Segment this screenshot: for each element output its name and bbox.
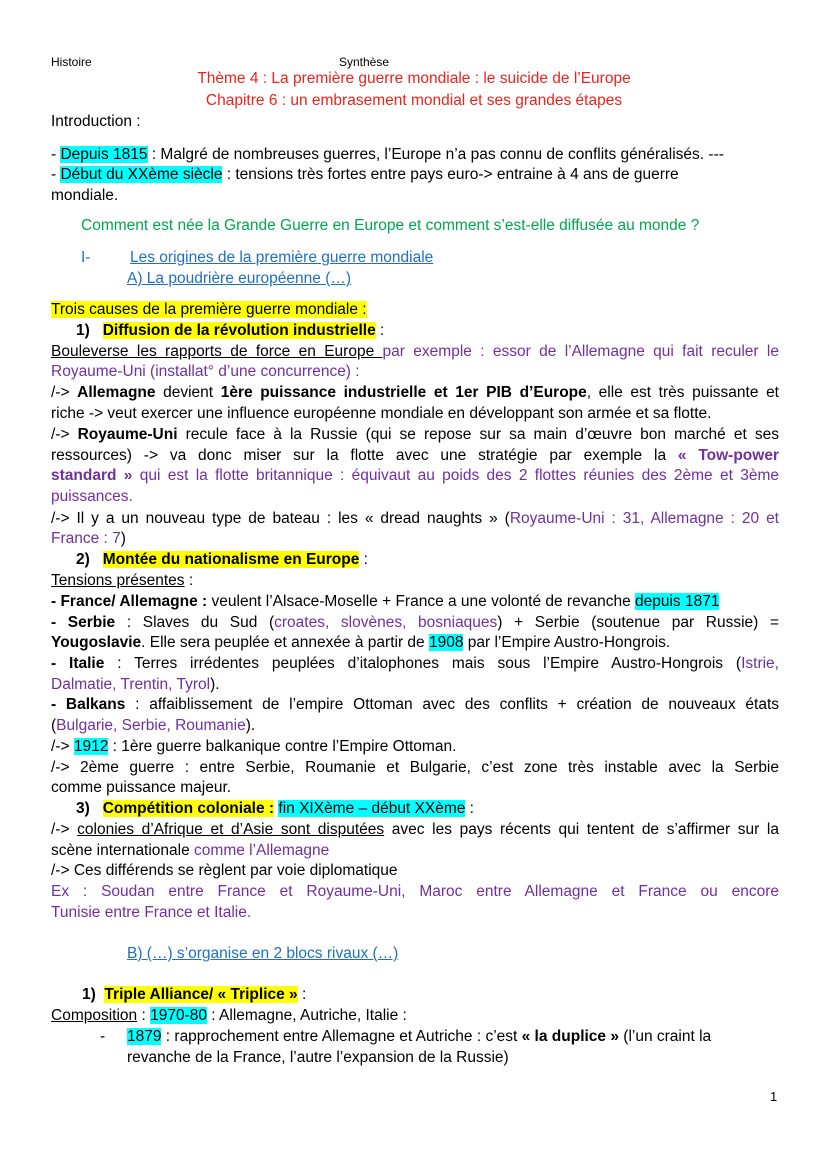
bold: - France/ Allemagne : <box>51 593 208 610</box>
serbia-line <box>51 613 779 632</box>
num: 2) <box>76 551 90 568</box>
dash: - <box>51 146 61 163</box>
subsection-b-title: B) (…) s’organise en 2 blocs rivaux (…) <box>127 945 399 962</box>
balkans-line <box>51 695 779 714</box>
text: : affaiblissement de l’empire Ottoman avec des conflits + création de nouveaux états <box>125 696 780 713</box>
dash: - <box>51 166 61 183</box>
intro-heading: Introduction : <box>51 113 141 130</box>
intro-line-3: mondiale. <box>51 187 119 204</box>
intro-line-1 <box>51 145 724 164</box>
text: ( <box>51 717 57 734</box>
date-highlight: 1908 <box>428 634 464 651</box>
cause-2-heading <box>76 550 368 569</box>
bold: « la duplice » <box>521 1028 619 1045</box>
text: veulent l’Alsace-Moselle + France a une volonté de revanche <box>207 593 635 610</box>
text: : rapprochement entre Allemagne et Autriche : c’est <box>161 1028 522 1045</box>
subsection-a-title: A) La poudrière européenne (…) <box>127 270 352 287</box>
colon: : <box>375 322 385 339</box>
bold-purple: standard » <box>51 467 133 484</box>
text: avec les pays récents qui tentent de s’affirmer sur la <box>384 821 779 838</box>
intro-line-2 <box>51 165 679 184</box>
problem-question: Comment est née la Grande Guerre en Europe et comment s’est-elle diffusée au monde ? <box>81 217 700 234</box>
text: ressources) -> va donc miser sur la flotte avec une stratégie par exemple la <box>51 447 678 464</box>
cause-1-line-5 <box>51 425 779 444</box>
highlight: Compétition coloniale : <box>102 800 275 817</box>
text: : tensions très fortes entre pays euro-> entraine à 4 ans de guerre <box>222 166 679 183</box>
text: scène internationale <box>51 842 195 859</box>
num: 3) <box>76 800 90 817</box>
balkan-war-2-line: /-> 2ème guerre : entre Serbie, Roumanie et Bulgarie, c’est zone très instable avec la Serbie <box>51 759 779 776</box>
bold: - Serbie <box>51 614 116 631</box>
colon: : <box>184 572 194 589</box>
colon: : <box>137 1007 151 1024</box>
purple: Bulgarie, Serbie, Roumanie <box>56 717 246 734</box>
text: Bouleverse les rapports de force en Europe <box>51 343 383 360</box>
bold: 1ère puissance industrielle et 1er PIB d’Europe <box>220 384 587 401</box>
cause-1-line-1 <box>51 342 779 361</box>
cause-1-line-9 <box>51 509 779 528</box>
france-germany-line <box>51 592 719 611</box>
cause-3-line-3: /-> Ces différends se règlent par voie diplomatique <box>51 862 398 879</box>
duplice-line-2: revanche de la France, l’autre l’expansion de la Russie) <box>127 1049 509 1066</box>
text: , elle est très puissante et <box>586 384 779 401</box>
colon: : <box>297 986 307 1003</box>
bold: - Balkans <box>51 696 126 713</box>
text: devient <box>155 384 221 401</box>
italy-line-2 <box>51 675 220 694</box>
text: Tensions présentes <box>51 572 185 589</box>
bold: - Italie <box>51 655 105 672</box>
yugoslavia-line <box>51 633 670 652</box>
date-highlight: fin XIXème – début XXème <box>278 800 466 817</box>
balkan-war-2-line-2: comme puissance majeur. <box>51 779 232 796</box>
arrow: /-> <box>51 384 78 401</box>
text: ). <box>245 717 256 734</box>
date-highlight: Début du XXème siècle <box>60 166 223 183</box>
purple: qui est la flotte britannique : équivaut au poids des 2 flottes réunies des 2ème et 3ème <box>132 467 780 484</box>
triple-alliance-heading <box>82 985 306 1004</box>
underline: Composition <box>51 1007 138 1024</box>
arrow: /-> <box>51 738 74 755</box>
cause-3-line-2 <box>51 841 329 860</box>
example: par exemple : essor de l’Allemagne qui fait reculer le <box>382 343 779 360</box>
cause-1-line-2: Royaume-Uni (installat° d’une concurrence) : <box>51 363 360 380</box>
date-highlight: 1879 <box>127 1028 162 1045</box>
cause-3-example-2: Tunisie entre France et Italie. <box>51 904 252 921</box>
purple: Dalmatie, Trentin, Tyrol <box>51 676 211 693</box>
bold: Allemagne <box>77 384 156 401</box>
balkan-war-1-line <box>51 737 456 756</box>
cause-1-line-6 <box>51 446 779 465</box>
italy-line <box>51 654 779 673</box>
text: recule face à la Russie (qui se repose sur sa main d’œuvre bon marché et ses <box>177 426 779 443</box>
bold: Royaume-Uni <box>77 426 178 443</box>
date-highlight: depuis 1871 <box>635 593 720 610</box>
bold: Yougoslavie <box>51 634 142 651</box>
colon: : <box>359 551 368 568</box>
highlight: Trois causes de la première guerre mondiale : <box>51 301 367 318</box>
cause-3-heading <box>76 799 474 818</box>
purple: comme l’Allemagne <box>194 842 330 859</box>
text: : Malgré de nombreuses guerres, l’Europe n’a pas connu de conflits généralisés. --- <box>147 146 724 163</box>
text: (l’un craint la <box>618 1028 712 1045</box>
section-1-title: Les origines de la première guerre mondiale <box>130 249 434 266</box>
num: 1) <box>76 322 90 339</box>
text: ) <box>120 530 126 547</box>
bold-purple: « Tow-power <box>677 447 779 464</box>
text: : Allemagne, Autriche, Italie : <box>206 1007 407 1024</box>
date-highlight: 1912 <box>73 738 109 755</box>
section-1-number: I- <box>81 249 91 266</box>
purple: croates, slovènes, bosniaques <box>274 614 498 631</box>
text: ) + Serbie (soutenue par Russie) = <box>497 614 780 631</box>
highlight: Triple Alliance/ « Triplice » <box>104 986 298 1003</box>
tensions-label <box>51 571 193 590</box>
doc-type-label: Synthèse <box>339 55 390 69</box>
theme-title: Thème 4 : La première guerre mondiale : le suicide de l’Europe <box>197 70 631 87</box>
highlight: Diffusion de la révolution industrielle <box>102 322 376 339</box>
cause-1-line-10 <box>51 529 126 548</box>
arrow: /-> <box>51 821 78 838</box>
causes-heading <box>51 300 367 319</box>
date-highlight: Depuis 1815 <box>60 146 148 163</box>
cause-1-line-4: riche -> veut exercer une influence européenne mondiale en développant son armée et sa flotte. <box>51 405 712 422</box>
text: : Terres irrédentes peuplées d’italophones mais sous l’Empire Austro-Hongrois ( <box>104 655 742 672</box>
text: ). <box>210 676 220 693</box>
num: 1) <box>82 986 96 1003</box>
cause-3-line-1 <box>51 820 779 839</box>
duplice-line <box>127 1027 711 1046</box>
cause-1-line-8: puissances. <box>51 488 133 505</box>
cause-1-line-3 <box>51 383 779 402</box>
purple: France : 7 <box>51 530 121 547</box>
text: : Slaves du Sud ( <box>115 614 275 631</box>
purple: Royaume-Uni : 31, Allemagne : 20 et <box>509 510 779 527</box>
date-highlight: 1970-80 <box>150 1007 207 1024</box>
cause-1-heading <box>76 321 384 340</box>
composition-line <box>51 1006 407 1025</box>
balkans-line-2 <box>51 716 255 735</box>
colon: : <box>465 800 474 817</box>
bullet-dash: - <box>100 1028 106 1045</box>
cause-1-line-7 <box>51 466 779 485</box>
chapter-title: Chapitre 6 : un embrasement mondial et ses grandes étapes <box>205 92 623 109</box>
text: . Elle sera peuplée et annexée à partir de <box>141 634 429 651</box>
subject-label: Histoire <box>51 55 92 69</box>
highlight: Montée du nationalisme en Europe <box>102 551 360 568</box>
purple: Istrie, <box>741 655 779 672</box>
cause-3-example-1: Ex : Soudan entre France et Royaume-Uni, Maroc entre Allemagne et France ou encore <box>51 883 779 900</box>
text: /-> Il y a un nouveau type de bateau : les « dread naughts » ( <box>51 510 510 527</box>
arrow: /-> <box>51 426 78 443</box>
text: par l’Empire Austro-Hongrois. <box>463 634 671 651</box>
page-number: 1 <box>770 1089 778 1104</box>
text: : 1ère guerre balkanique contre l’Empire Ottoman. <box>108 738 457 755</box>
underline: colonies d’Afrique et d’Asie sont disputées <box>77 821 385 838</box>
